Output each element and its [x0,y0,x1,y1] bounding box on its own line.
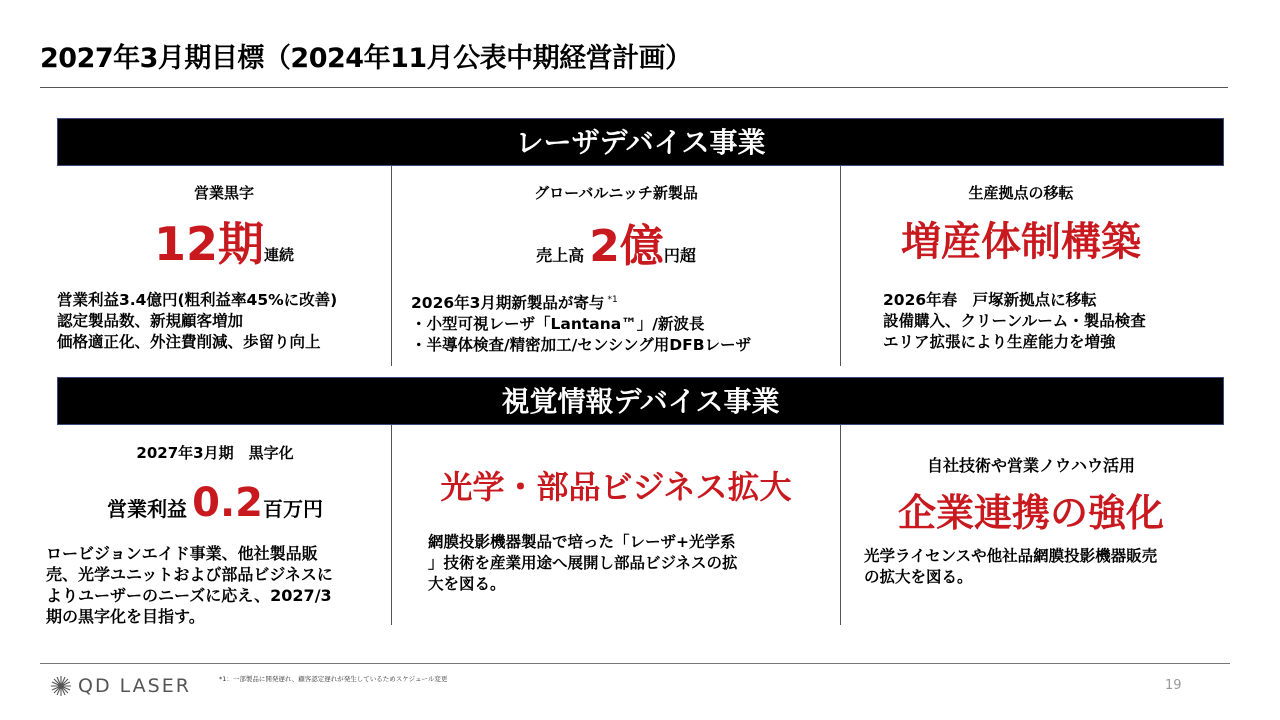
consecutive-periods-value: 12期 [153,217,264,271]
text-line: 光学ライセンスや他社品網膜投影機器販売 [864,547,1158,565]
text-line: ・小型可視レーザ「Lantana™」/新波長 [411,315,705,334]
operating-profit-unit: 百万円 [262,497,323,521]
operating-profit-label: 営業利益 [107,497,188,521]
sales-label: 売上高 [536,246,585,265]
text-line: 大を図る。 [428,575,506,593]
logo-text: QD LASER [78,675,191,697]
text-line: 営業利益3.4億円(粗利益率45%に改善) [57,291,338,309]
text-line: 設備購入、クリーンルーム・製品検査 [883,312,1146,330]
text-line: 売、光学ユニットおよび部品ビジネスに [46,565,333,584]
visual-col2-headline: 光学・部品ビジネス拡大 [440,468,792,506]
laser-col2-heading: グローバルニッチ新製品 [534,184,698,202]
sales-unit: 円超 [663,246,696,265]
visual-col2-text [428,532,738,595]
starburst-logo-icon [50,675,72,697]
visual-col3-heading: 自社技術や営業ノウハウ活用 [926,456,1135,475]
laser-col1-text [57,290,337,353]
text-line: 」技術を産業用途へ展開し部品ビジネスの拡 [428,554,738,572]
visual-col3-headline: 企業連携の強化 [897,491,1164,535]
visual-col3-text [864,546,1157,588]
operating-profit-value: 0.2 [192,480,263,526]
footnote-marker: *1 [607,295,618,305]
text-line: ロービジョンエイド事業、他社製品販 [46,544,318,563]
visual-col1-figure [40,480,390,526]
laser-col1-figure [57,208,391,274]
text-line: 網膜投影機器製品で培った「レーザ+光学系 [428,533,736,551]
text-line: 価格適正化、外注費削減、歩留り向上 [57,333,321,351]
laser-col3-heading: 生産拠点の移転 [968,184,1074,202]
text-line: の拡大を図る。 [864,568,973,586]
text-line: ・半導体検査/精密加工/センシング用DFBレーザ [411,336,752,355]
sales-value: 2億 [589,221,664,272]
page-title: 2027年3月期目標（2024年11月公表中期経営計画） [40,43,692,74]
text-line: 2026年春 戸塚新拠点に移転 [883,291,1097,309]
page-number: 19 [1165,678,1182,693]
footer-divider [40,663,1230,664]
visual-col1-text [46,543,333,627]
title-divider [40,87,1228,88]
laser-col3-text [883,290,1146,353]
laser-col2-figure [392,210,840,274]
column-divider [391,425,392,625]
laser-col3-headline: 増産体制構築 [901,219,1141,265]
consecutive-label: 連続 [264,246,295,264]
text-line: 2026年3月期新製品が寄与 [411,294,605,313]
visual-col1-heading: 2027年3月期 黒字化 [136,444,294,462]
visual-section-header: 視覚情報デバイス事業 [57,377,1224,425]
text-line: 期の黒字化を目指す。 [46,607,205,626]
laser-col2-text [411,290,751,356]
laser-section-header: レーザデバイス事業 [57,118,1224,166]
text-line: よりユーザーのニーズに応え、2027/3 [46,586,332,605]
company-logo [50,675,191,697]
text-line: エリア拡張により生産能力を増強 [883,333,1116,351]
text-line: 認定製品数、新規顧客増加 [57,312,244,330]
footnote: *1：一部製品に開発遅れ、顧客認定遅れが発生しているためスケジュール変更 [219,675,448,683]
laser-col1-heading: 営業黒字 [193,184,254,202]
